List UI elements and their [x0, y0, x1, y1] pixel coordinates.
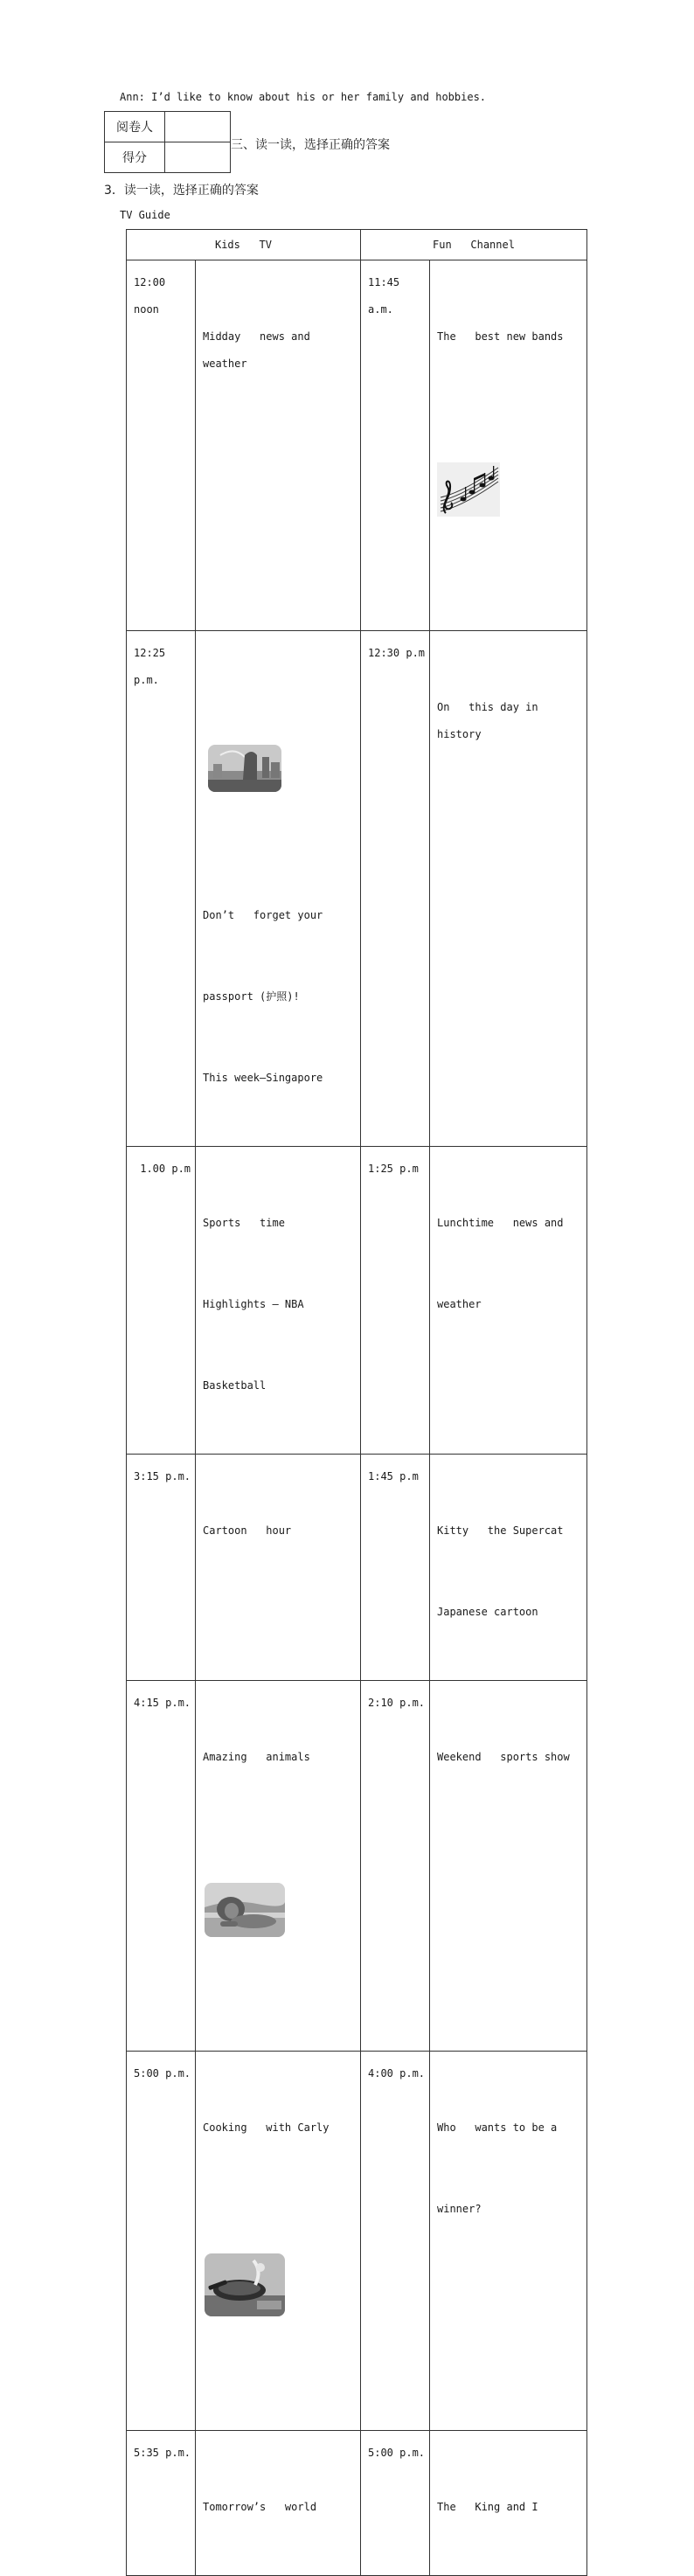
tv-guide-table	[126, 229, 587, 2576]
question-title: 3．读一读，选择正确的答案	[104, 184, 259, 198]
kids-time: 1.00 p.m	[127, 1147, 196, 1455]
kids-time: 4:15 p.m.	[127, 1681, 196, 2052]
kids-time: 12:00 noon	[127, 260, 196, 631]
table-row	[127, 1681, 587, 2052]
fun-program-line: On this day in history	[437, 701, 545, 740]
kids-program-line: Amazing animals	[203, 1751, 310, 1763]
fun-program-line: The best new bands	[437, 330, 564, 343]
table-row	[127, 2431, 587, 2576]
kids-program-line: Cartoon hour	[203, 1524, 292, 1537]
grader-box	[104, 111, 231, 173]
kids-program-line: Midday news and weather	[203, 330, 317, 370]
fun-program	[430, 1455, 587, 1681]
kids-program	[196, 1455, 361, 1681]
fun-time: 11:45 a.m.	[361, 260, 430, 631]
fun-time: 1:45 p.m	[361, 1455, 430, 1681]
intro-line: Ann: I’d like to know about his or her family and hobbies.	[120, 91, 487, 103]
table-row	[127, 260, 587, 631]
kids-program-line: Highlights — NBA	[203, 1298, 304, 1310]
fun-program-line: weather	[437, 1298, 482, 1310]
fun-time: 2:10 p.m.	[361, 1681, 430, 2052]
kids-program	[196, 1147, 361, 1455]
kids-time: 5:00 p.m.	[127, 2052, 196, 2431]
kids-time: 5:35 p.m.	[127, 2431, 196, 2576]
fun-program-line: Lunchtime news and	[437, 1217, 564, 1229]
table-row	[127, 2052, 587, 2431]
section-heading: 三、读一读，选择正确的答案	[231, 138, 390, 152]
kids-program-line: Tomorrow’s world	[203, 2501, 317, 2513]
table-row	[127, 1455, 587, 1681]
lion-photo	[205, 1829, 360, 1991]
fun-program-line: winner?	[437, 2203, 482, 2215]
fun-program-line: Kitty the Supercat	[437, 1524, 564, 1537]
fun-time: 4:00 p.m.	[361, 2052, 430, 2431]
table-row	[127, 1147, 587, 1455]
fun-program	[430, 2052, 587, 2431]
reviewer-blank	[165, 112, 231, 142]
kids-program-line: This week—Singapore	[203, 1072, 323, 1084]
kids-program-line: Basketball	[203, 1379, 267, 1392]
fun-program	[430, 631, 587, 1147]
kids-program	[196, 631, 361, 1147]
score-blank	[165, 142, 231, 173]
music-notes-icon	[437, 408, 586, 571]
merlion-photo	[208, 691, 360, 846]
kids-time: 3:15 p.m.	[127, 1455, 196, 1681]
table-header-row	[127, 230, 587, 260]
fun-time: 1:25 p.m	[361, 1147, 430, 1455]
fun-program-line: Weekend sports show	[437, 1751, 570, 1763]
fun-time: 5:00 p.m.	[361, 2431, 430, 2576]
kids-program	[196, 1681, 361, 2052]
fun-channel-header: Fun Channel	[361, 230, 587, 260]
table-row	[127, 631, 587, 1147]
kids-program-line: Don’t forget your	[203, 909, 323, 921]
score-label: 得分	[105, 142, 165, 173]
kids-tv-header: Kids TV	[127, 230, 361, 260]
fun-program	[430, 260, 587, 631]
kids-time: 12:25 p.m.	[127, 631, 196, 1147]
tv-guide-label: TV Guide	[120, 209, 170, 221]
fun-program	[430, 2431, 587, 2576]
reviewer-label: 阅卷人	[105, 112, 165, 142]
fun-program	[430, 1147, 587, 1455]
cooking-photo	[205, 2199, 360, 2371]
kids-program-line: passport (护照)!	[203, 990, 300, 1003]
fun-program	[430, 1681, 587, 2052]
fun-time: 12:30 p.m	[361, 631, 430, 1147]
fun-program-line: Who wants to be a	[437, 2121, 558, 2134]
kids-program-line: Cooking with Carly	[203, 2121, 330, 2134]
kids-program	[196, 2052, 361, 2431]
kids-program-line: Sports time	[203, 1217, 285, 1229]
fun-program-line: The King and I	[437, 2501, 538, 2513]
kids-program	[196, 260, 361, 631]
kids-program	[196, 2431, 361, 2576]
fun-program-line: Japanese cartoon	[437, 1606, 538, 1618]
